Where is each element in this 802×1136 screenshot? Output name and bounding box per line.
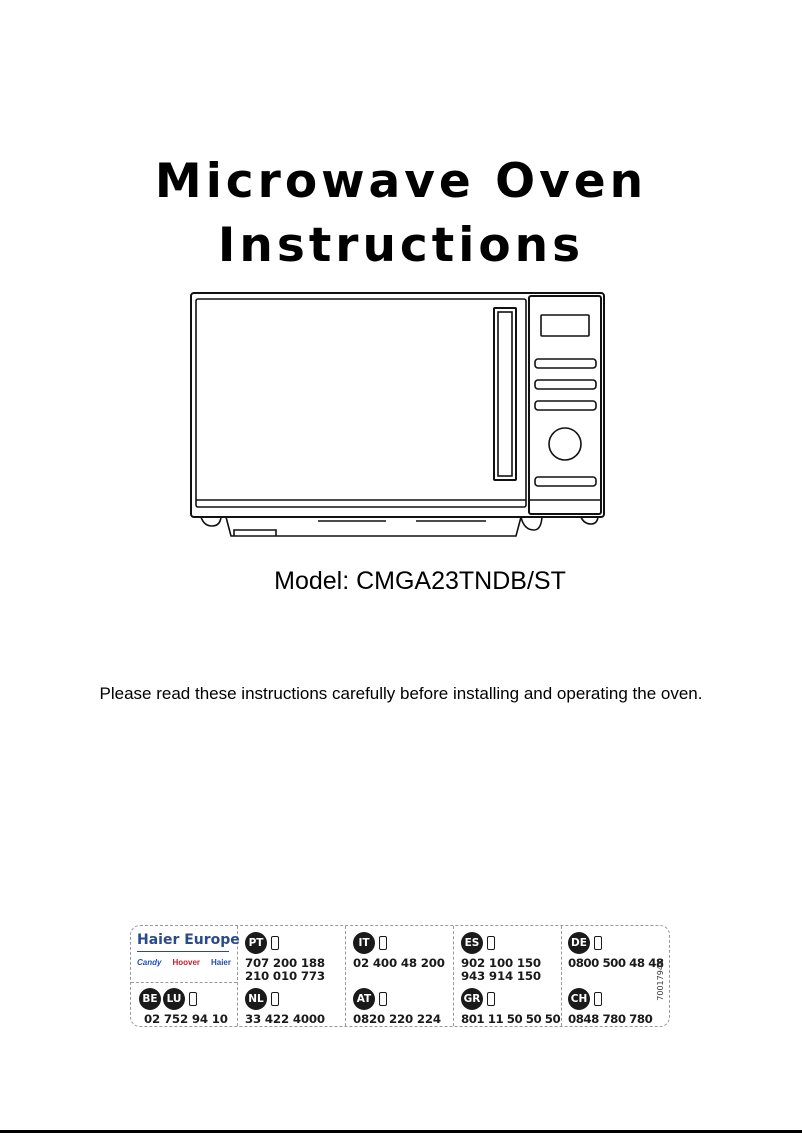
document-title-line2: Instructions <box>217 218 585 273</box>
phone-icon <box>271 992 279 1006</box>
document-code: 70017948 <box>656 960 665 1001</box>
phone-number: 0848 780 780 <box>568 1012 653 1026</box>
country-badge-gr: GR <box>461 988 483 1010</box>
phone-icon <box>379 936 387 950</box>
service-contact-box <box>130 925 670 1027</box>
phone-icon <box>487 992 495 1006</box>
phone-number: 801 11 50 50 50 <box>461 1012 561 1026</box>
control-panel <box>529 296 601 514</box>
contact-de <box>568 932 664 970</box>
hoover-logo: Hoover <box>172 958 200 967</box>
contact-nl <box>245 988 325 1026</box>
phone-icon <box>487 936 495 950</box>
contact-it <box>353 932 445 970</box>
phone-number: 0800 500 48 48 <box>568 956 664 970</box>
phone-number: 02 752 94 10 <box>144 1012 228 1026</box>
brand-name: Haier Europe <box>137 932 240 948</box>
contact-at <box>353 988 441 1026</box>
control-button-1 <box>535 359 596 368</box>
country-badge-be: BE <box>139 988 161 1010</box>
phone-number: 02 400 48 200 <box>353 956 445 970</box>
contact-ch <box>568 988 652 1026</box>
phone-number: 210 010 773 <box>245 969 325 983</box>
phone-number: 707 200 188 <box>245 956 325 970</box>
microwave-oven-illustration <box>186 290 611 545</box>
country-badge-at: AT <box>353 988 375 1010</box>
control-dial <box>549 428 581 460</box>
oven-door <box>196 299 526 507</box>
phone-icon <box>271 936 279 950</box>
contact-es <box>461 932 541 983</box>
display-window <box>541 315 589 336</box>
oven-feet <box>201 517 598 536</box>
phone-icon <box>594 936 602 950</box>
document-title-line1: Microwave Oven <box>154 154 648 209</box>
control-button-4 <box>535 477 596 486</box>
phone-number: 33 422 4000 <box>245 1012 325 1026</box>
phone-icon <box>189 992 197 1006</box>
country-badge-ch: CH <box>568 988 590 1010</box>
phone-icon <box>379 992 387 1006</box>
brand-block <box>137 932 240 967</box>
haier-logo: Haier <box>210 958 231 967</box>
model-number: Model: CMGA23TNDB/ST <box>274 567 566 595</box>
country-badge-pt: PT <box>245 932 267 954</box>
page-bottom-rule <box>0 1130 802 1133</box>
country-badge-nl: NL <box>245 988 267 1010</box>
oven-body <box>191 293 604 517</box>
contact-pt <box>245 932 325 983</box>
phone-number: 0820 220 224 <box>353 1012 441 1026</box>
control-button-3 <box>535 401 596 410</box>
instruction-notice: Please read these instructions carefully before installing and operating the oven. <box>99 684 703 703</box>
country-badge-it: IT <box>353 932 375 954</box>
phone-number: 943 914 150 <box>461 969 541 983</box>
country-badge-lu: LU <box>163 988 185 1010</box>
control-button-2 <box>535 380 596 389</box>
candy-logo: Candy <box>137 958 162 967</box>
country-badge-es: ES <box>461 932 483 954</box>
contact-gr <box>461 988 560 1026</box>
country-badge-de: DE <box>568 932 590 954</box>
contact-be-lu <box>139 988 228 1026</box>
phone-icon <box>594 992 602 1006</box>
phone-number: 902 100 150 <box>461 956 541 970</box>
